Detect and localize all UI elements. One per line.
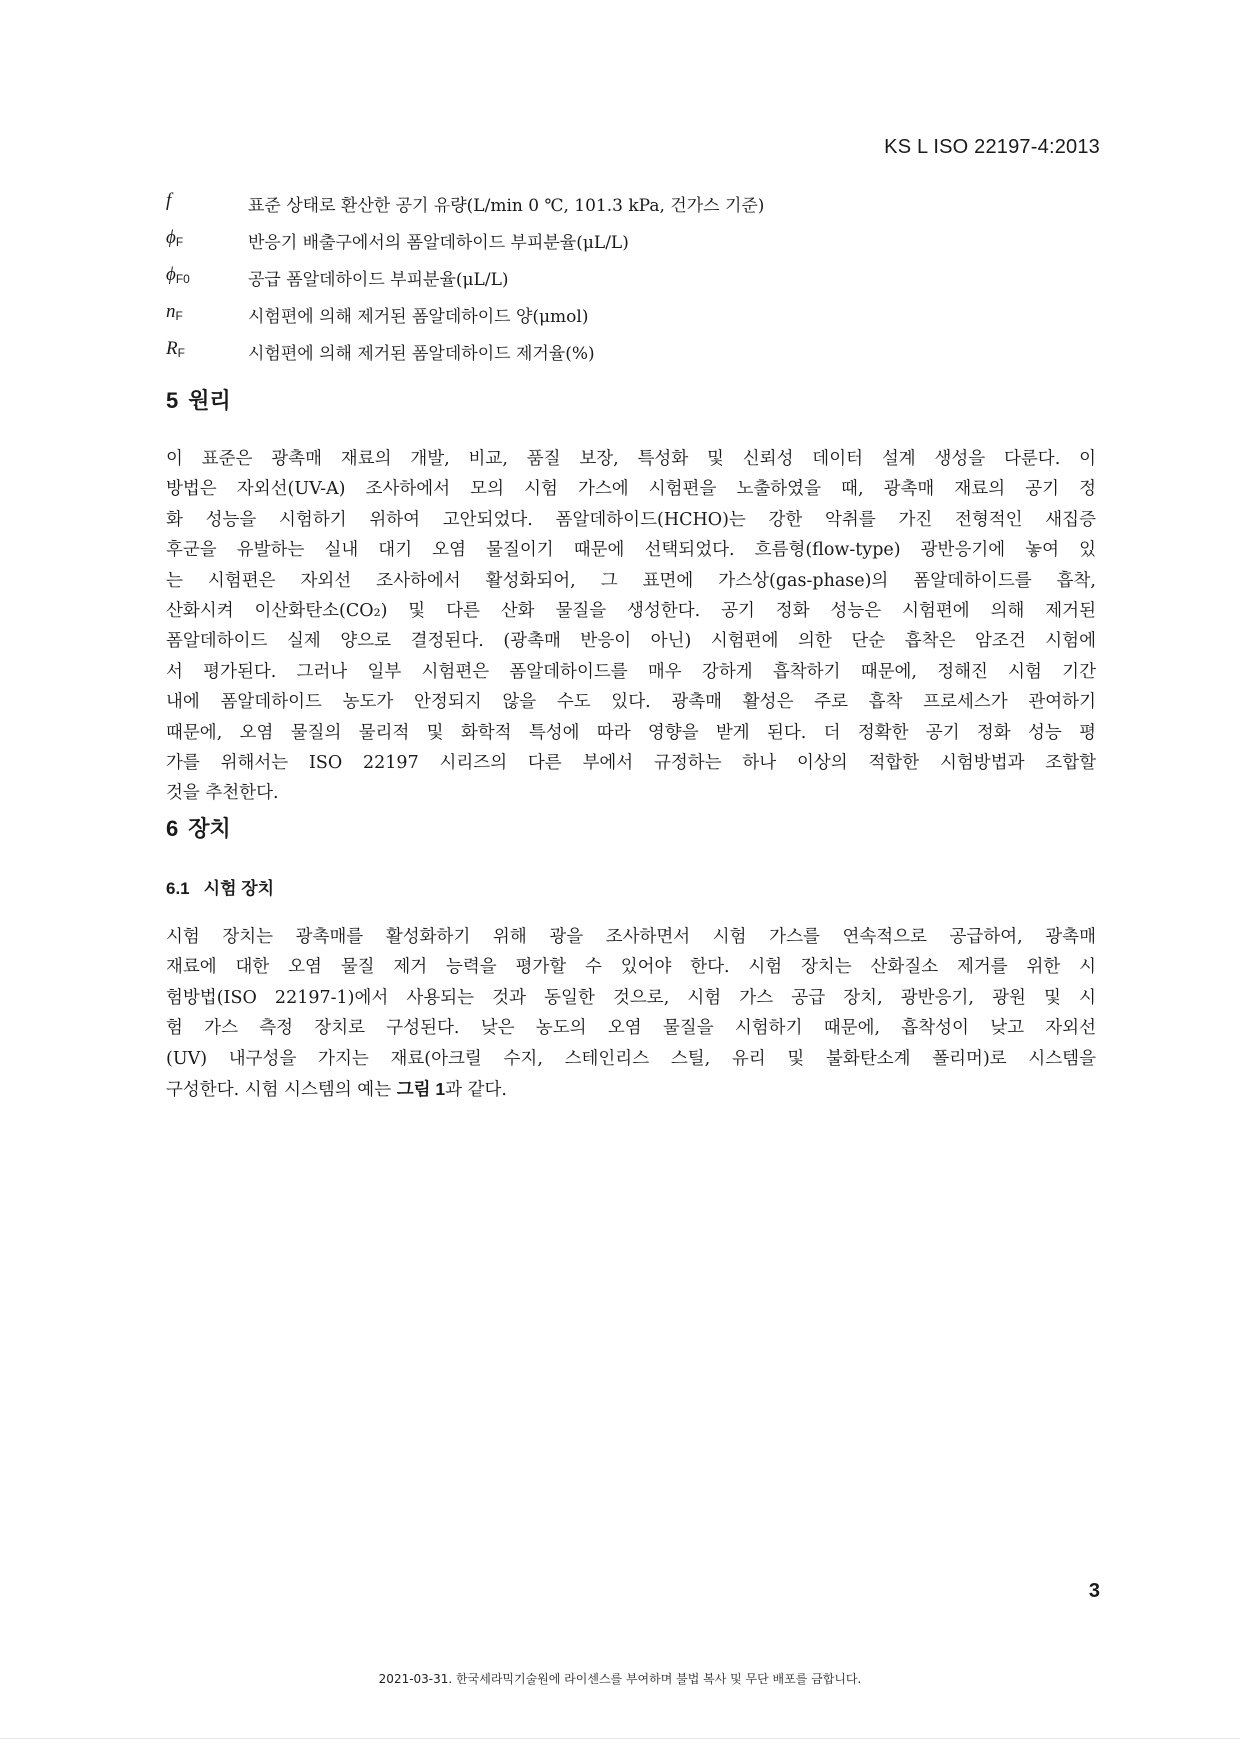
symbol: $\phi_F$ <box>166 227 184 249</box>
section-6-heading <box>166 812 231 843</box>
symbol-description: 표준 상태로 환산한 공기 유량(L/min 0 ℃, 101.3 kPa, 건가스 기준) <box>248 196 765 216</box>
symbol-row <box>166 190 1096 227</box>
figure-reference: 그림 1 <box>396 1079 446 1100</box>
text-line: 산화시켜 이산화탄소(CO₂) 및 다른 산화 물질을 생성한다. 공기 정화 성능은 시험편에 의해 제거된 <box>166 601 1096 622</box>
section-6-1-heading <box>166 874 274 899</box>
text-line: 후군을 유발하는 실내 대기 오염 물질이기 때문에 선택되었다. 흐름형(flow-type) 광반응기에 놓여 있 <box>166 540 1096 561</box>
symbol-description: 반응기 배출구에서의 폼알데하이드 부피분율(μL/L) <box>248 233 629 253</box>
text-line: 험 가스 측정 장치로 구성된다. 낮은 농도의 오염 물질을 시험하기 때문에, 흡착성이 낮고 자외선 <box>166 1018 1096 1039</box>
text-line: 이 표준은 광촉매 재료의 개발, 비교, 품질 보장, 특성화 및 신뢰성 데이터 설계 생성을 다룬다. 이 <box>166 449 1096 469</box>
subsection-title: 시험 장치 <box>203 879 275 898</box>
standard-code-header: KS L ISO 22197-4:2013 <box>884 136 1100 158</box>
symbol-description: 공급 폼알데하이드 부피분율(μL/L) <box>248 270 509 290</box>
symbol-row <box>166 227 1096 264</box>
text-line: 재료에 대한 오염 물질 제거 능력을 평가할 수 있어야 한다. 시험 장치는 산화질소 제거를 위한 시 <box>166 957 1096 978</box>
text-line: (UV) 내구성을 가지는 재료(아크릴 수지, 스테인리스 스틸, 유리 및 불화탄소계 폴리머)로 시스템을 <box>166 1048 1096 1069</box>
subsection-number: 6.1 <box>166 879 190 898</box>
text-line: 시험 장치는 광촉매를 활성화하기 위해 광을 조사하면서 시험 가스를 연속적으로 공급하여, 광촉매 <box>166 927 1096 947</box>
text-line: 방법은 자외선(UV-A) 조사하에서 모의 시험 가스에 시험편을 노출하였을 때, 광촉매 재료의 공기 정 <box>166 479 1096 500</box>
section-5-body <box>166 444 1096 809</box>
symbol-row <box>166 301 1096 338</box>
symbol: $\phi_{F0}$ <box>166 264 190 286</box>
text-line: 가를 위해서는 ISO 22197 시리즈의 다른 부에서 규정하는 하나 이상의 적합한 시험방법과 조합할 <box>166 753 1096 774</box>
symbol-list <box>166 190 1096 375</box>
text-line: 내에 폼알데하이드 농도가 안정되지 않을 수도 있다. 광촉매 활성은 주로 흡착 프로세스가 관여하기 <box>166 692 1096 713</box>
symbol: $n_F$ <box>166 301 183 323</box>
symbol: $R_F$ <box>166 338 185 360</box>
symbol-row <box>166 338 1096 375</box>
section-title: 장치 <box>188 816 231 841</box>
text-line: 화 성능을 시험하기 위하여 고안되었다. 폼알데하이드(HCHO)는 강한 악취를 가진 전형적인 새집증 <box>166 509 1096 530</box>
page-number: 3 <box>1088 1580 1100 1602</box>
text-line: 구성한다. 시험 시스템의 예는 그림 1과 같다. <box>166 1079 507 1101</box>
section-title: 원리 <box>188 388 231 413</box>
license-footer: 2021-03-31. 한국세라믹기술원에 라이센스를 부여하며 불법 복사 및 무단 배포를 금합니다. <box>378 1672 862 1686</box>
symbol: f <box>166 190 172 211</box>
text-line: 는 시험편은 자외선 조사하에서 활성화되어, 그 표면에 가스상(gas-phase)의 폼알데하이드를 흡착, <box>166 570 1096 591</box>
symbol-description: 시험편에 의해 제거된 폼알데하이드 양(μmol) <box>248 307 589 327</box>
page-bottom-divider <box>0 1738 1240 1739</box>
text-line: 험방법(ISO 22197-1)에서 사용되는 것과 동일한 것으로, 시험 가스 공급 장치, 광반응기, 광원 및 시 <box>166 987 1096 1008</box>
section-number: 5 <box>166 388 179 413</box>
section-6-1-body <box>166 922 1096 1105</box>
text-line: 때문에, 오염 물질의 물리적 및 화학적 특성에 따라 영향을 받게 된다. 더 정확한 공기 정화 성능 평 <box>166 722 1096 743</box>
text-line: 것을 추천한다. <box>166 783 279 804</box>
text-line: 폼알데하이드 실제 양으로 결정된다. (광촉매 반응이 아닌) 시험편에 의한 단순 흡착은 암조건 시험에 <box>166 631 1096 652</box>
symbol-row <box>166 264 1096 301</box>
text-line: 서 평가된다. 그러나 일부 시험편은 폼알데하이드를 매우 강하게 흡착하기 때문에, 정해진 시험 기간 <box>166 661 1096 682</box>
section-5-heading <box>166 384 231 415</box>
symbol-description: 시험편에 의해 제거된 폼알데하이드 제거율(%) <box>248 344 595 364</box>
section-number: 6 <box>166 816 179 841</box>
